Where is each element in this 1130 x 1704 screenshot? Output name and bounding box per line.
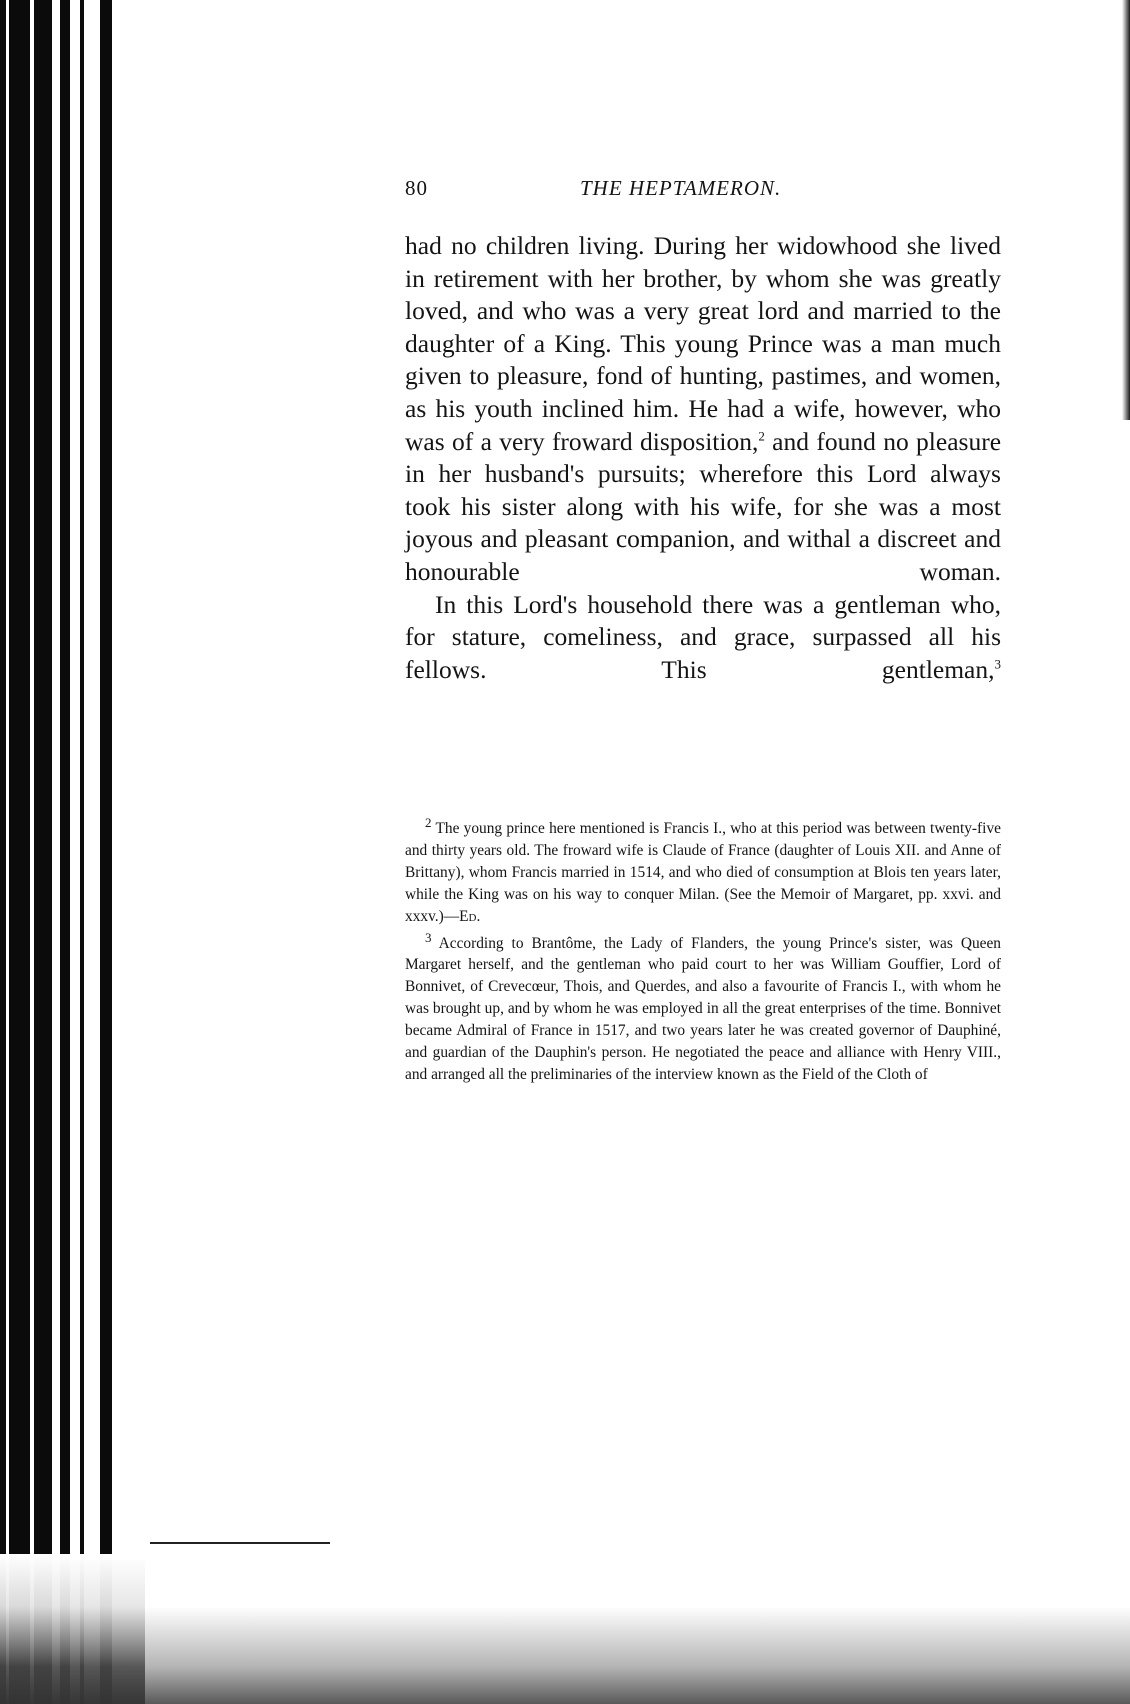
paragraph-1-text: had no children living. During her widowhood she lived in retirement with her brother, by whom she was greatly loved, and who was a very great lord and married to the daughter of a King. This young Prince was a man much given to pleasure, fond of hunting, pastimes, and women, as his youth inclined him. He had a wife, however, who was of a very froward disposition,: [405, 231, 1001, 456]
footnote-3-marker: 3: [425, 929, 432, 945]
paragraph-1: [405, 230, 1001, 589]
footnote-2-text: The young prince here mentioned is Francis I., who at this period was between twenty-five and thirty years old. The froward wife is Claude of France (daughter of Louis XII. and Anne of Brittany), whom Francis married in 1514, and who died of consumption at Blois ten years later, while the King was on his way to conquer Milan. (See the Memoir of Margaret, pp. xxvi. and xxxv.)—: [405, 820, 1001, 925]
paragraph-1-continued: and found no pleasure in her husband's pursuits; wherefore this Lord always took his sister along with his wife, for she was a most joyous and pleasant companion, and withal a discreet and honourable woman.: [405, 426, 1002, 586]
paragraph-2: [405, 589, 1001, 687]
book-spine-shadow: [0, 0, 145, 1704]
footnote-3-text: According to Brantôme, the Lady of Flanders, the young Prince's sister, was Queen Margaret herself, and the gentleman who paid court to her was William Gouffier, Lord of Bonnivet, of Crevecœur, Thois, and Querdes, and also a favourite of Francis I., with whom he was brought up, and by whom he was employed in all the great enterprises of the time. Bonnivet became Admiral of France in 1517, and two years later he was created governor of Dauphiné, and guardian of the Dauphin's person. He negotiated the peace and alliance with Henry VIII., and arranged all the preliminaries of the interview known as the Field of the Cloth of: [405, 934, 1001, 1083]
running-title: THE HEPTAMERON.: [580, 176, 782, 200]
main-text: [405, 230, 1001, 686]
page-number: 80: [405, 176, 428, 200]
footnote-3: [405, 929, 1001, 1086]
footnotes: [405, 814, 1001, 1091]
footnote-2: [405, 814, 1001, 928]
footnote-2-editor: Ed.: [459, 907, 481, 925]
footnote-ref-2[interactable]: 2: [758, 428, 765, 444]
paragraph-2-text: In this Lord's household there was a gentleman who, for stature, comeliness, and grace, surpassed all his fellows. This gentleman,: [405, 589, 1001, 684]
scan-right-edge: [1122, 0, 1130, 420]
running-head: [405, 176, 1005, 210]
footnote-2-marker: 2: [425, 814, 432, 830]
page-edge-rule: [150, 1542, 330, 1544]
scan-bottom-edge: [0, 1554, 1130, 1704]
footnote-ref-3[interactable]: 3: [994, 656, 1001, 672]
